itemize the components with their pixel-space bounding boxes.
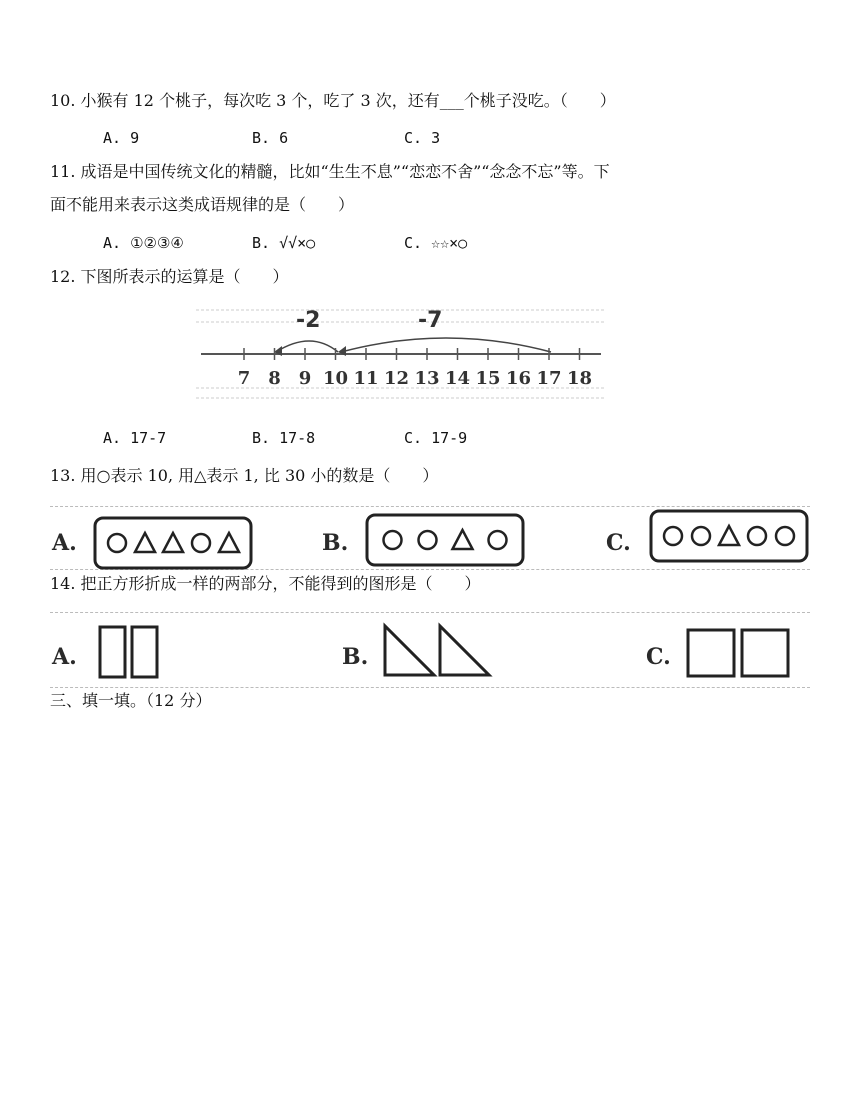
q14-stem: 14. 把正方形折成一样的两部分，不能得到的图形是（ ） <box>50 574 481 593</box>
q11-stem-line1: 11. 成语是中国传统文化的精髓，比如“生生不息”“恋恋不舍”“念念不忘”等。下 <box>50 162 610 181</box>
tick-label-8: 8 <box>268 368 281 389</box>
triangle-icon <box>163 533 183 552</box>
jump-label-minus-2: -2 <box>296 308 321 333</box>
tick-label-18: 18 <box>566 368 593 389</box>
q13-option-frame <box>651 511 807 561</box>
circle-icon <box>419 531 437 549</box>
circle-icon <box>489 531 507 549</box>
tick-label-17: 17 <box>536 368 562 389</box>
jump-label-minus-7: -7 <box>418 308 443 333</box>
triangle-icon <box>453 530 473 549</box>
q13-option-a-shapes <box>92 515 254 571</box>
q14-option-b-letter: B. <box>342 644 369 670</box>
tick-label-7: 7 <box>237 368 251 389</box>
q11-stem-line2: 面不能用来表示这类成语规律的是（ ） <box>50 195 355 214</box>
q13-option-b-shapes <box>364 512 526 568</box>
tick-label-15: 15 <box>475 368 501 389</box>
q10-option-b: B. 6 <box>252 129 289 147</box>
q14-option-a-figure <box>96 624 166 680</box>
triangle-icon <box>719 526 739 545</box>
q13-option-b-figure <box>364 512 526 568</box>
circle-icon <box>776 527 794 545</box>
q13-option-b-letter: B. <box>322 530 349 556</box>
q12-stem: 12. 下图所表示的运算是（ ） <box>50 267 289 286</box>
circle-icon <box>108 534 126 552</box>
q13-option-a-figure <box>92 515 254 571</box>
circle-icon <box>192 534 210 552</box>
tick-label-10: 10 <box>322 368 349 389</box>
q13-option-a-letter: A. <box>52 530 77 556</box>
circle-icon <box>692 527 710 545</box>
q13-option-frame <box>95 518 251 568</box>
q13-option-frame <box>367 515 523 565</box>
tick-label-14: 14 <box>444 368 471 389</box>
q10-option-c: C. 3 <box>404 129 441 147</box>
q13-option-c-letter: C. <box>606 530 631 556</box>
q14-option-a-letter: A. <box>52 644 77 670</box>
triangle-icon <box>135 533 155 552</box>
section3-heading: 三、填一填。（12 分） <box>50 691 212 710</box>
q11-option-b: B. √√×○ <box>252 234 316 252</box>
q11-option-a: A. ①②③④ <box>103 234 184 252</box>
tick-label-12: 12 <box>383 368 410 389</box>
tick-label-9: 9 <box>298 368 312 389</box>
tick-label-16: 16 <box>505 368 532 389</box>
triangle-icon <box>219 533 239 552</box>
q12-option-c: C. 17-9 <box>404 429 468 447</box>
q13-option-c-figure <box>648 508 810 564</box>
q10-stem: 10. 小猴有 12 个桃子，每次吃 3 个，吃了 3 次，还有___个桃子没吃。（ ） <box>50 91 616 110</box>
number-line-svg <box>196 302 606 406</box>
jump-arc-minus-7 <box>341 338 551 352</box>
q12-option-a: A. 17-7 <box>103 429 167 447</box>
tick-label-13: 13 <box>414 368 440 389</box>
two-squares-icon <box>684 626 794 682</box>
q14-option-c-figure <box>684 626 794 682</box>
q14-option-b-figure <box>380 622 494 678</box>
q10-option-a: A. 9 <box>103 129 140 147</box>
circle-icon <box>748 527 766 545</box>
q14-option-c-letter: C. <box>646 644 671 670</box>
circle-icon <box>384 531 402 549</box>
two-rectangles-icon <box>96 624 166 680</box>
jump-arc-minus-2 <box>276 341 338 352</box>
tick-label-11: 11 <box>353 368 379 389</box>
q13-option-c-shapes <box>648 508 810 564</box>
circle-icon <box>664 527 682 545</box>
two-triangles-icon <box>380 622 494 678</box>
number-line-figure <box>196 302 606 406</box>
q12-option-b: B. 17-8 <box>252 429 316 447</box>
q11-option-c: C. ☆☆×○ <box>404 234 468 252</box>
q13-stem: 13. 用○表示 10, 用△表示 1, 比 30 小的数是（ ） <box>50 466 439 485</box>
